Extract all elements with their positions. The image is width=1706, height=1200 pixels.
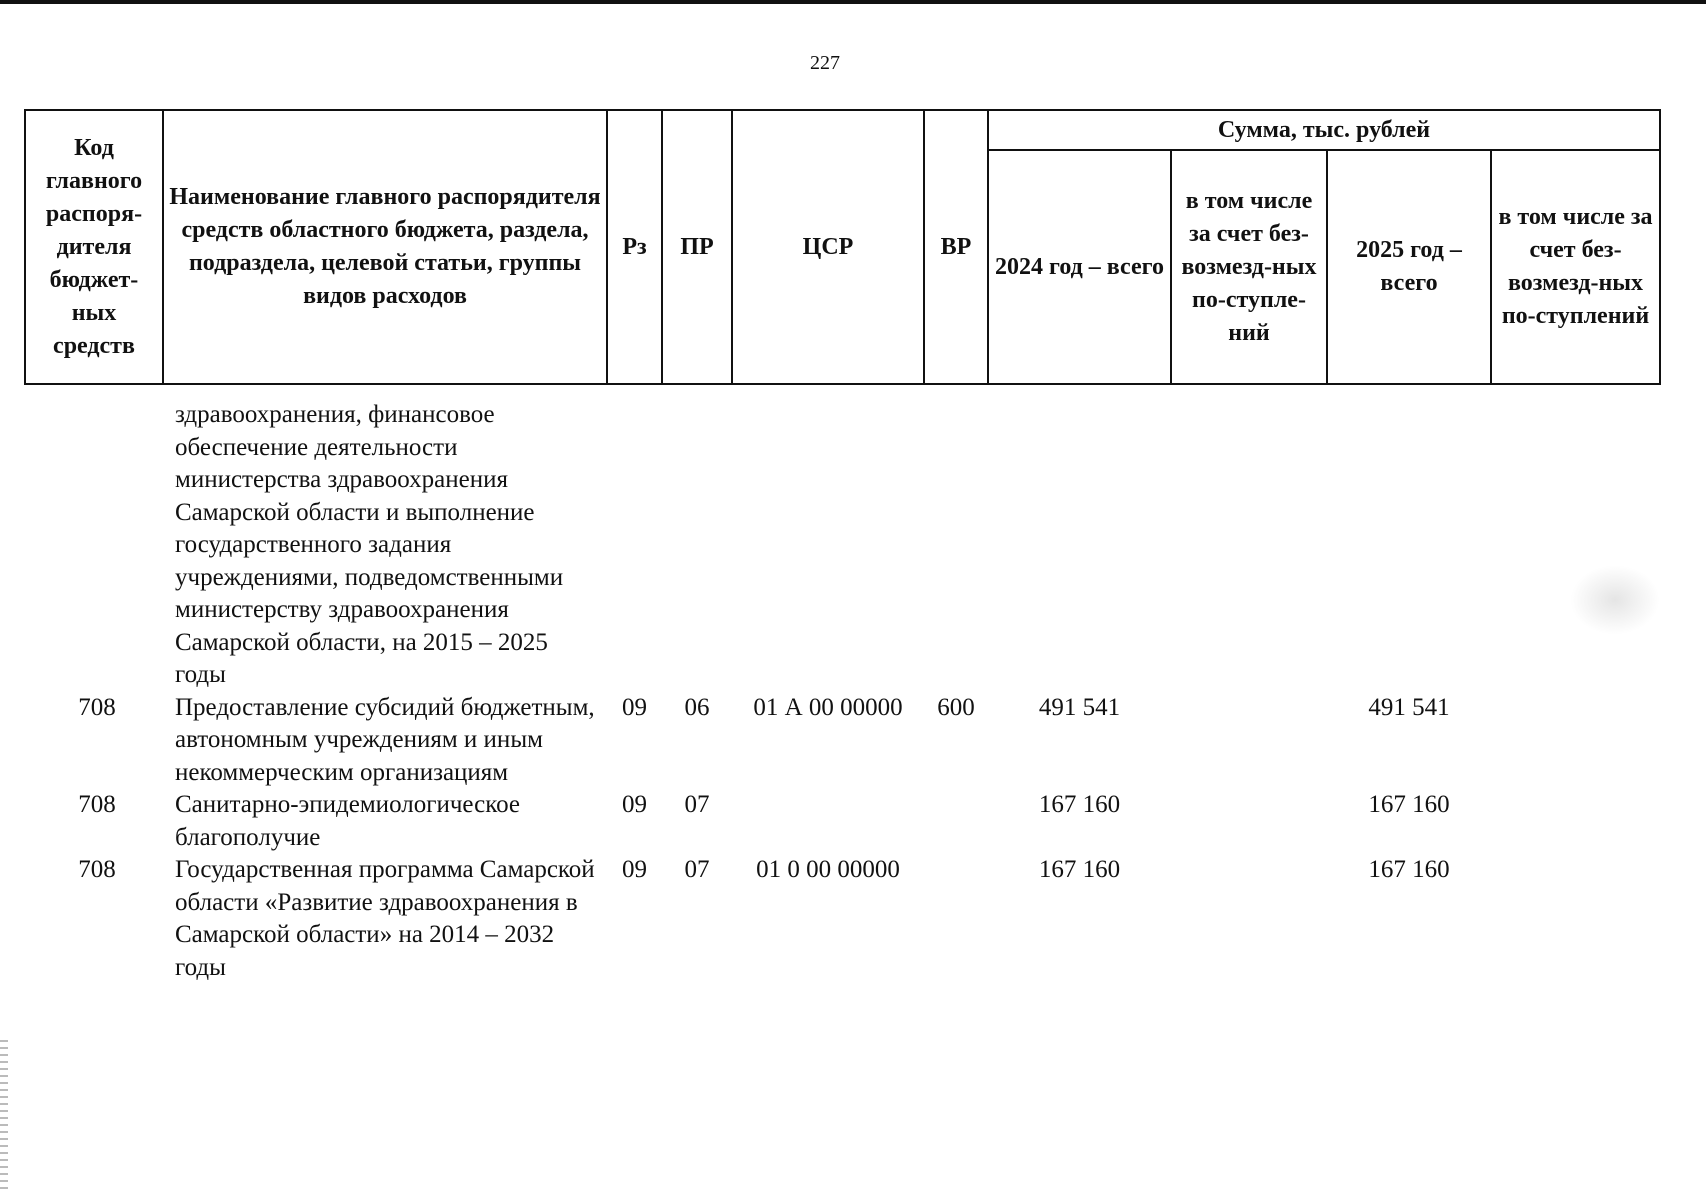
cell-2024-total: 491 541 [1038,693,1121,721]
cell-name: Санитарно-эпидемиологическое благополучие [175,791,521,851]
header-code: Код главного распоря-дителя бюджет-ных средств [25,110,163,384]
cell-csr [732,789,924,854]
cell-2024-grants [1171,854,1327,984]
budget-table [24,109,1661,984]
cell-2024-grants [1171,789,1327,854]
scan-edge-noise [0,1040,8,1190]
cell-csr: 01 0 00 00000 [756,856,900,883]
header-sum: Сумма, тыс. рублей [988,110,1660,150]
table-row [25,789,1660,854]
header-2025-grants: в том числе за счет без-возмезд-ных по-ступлений [1491,150,1660,384]
cell-2025-total: 491 541 [1368,693,1450,721]
top-border-line [0,0,1706,4]
header-vr: ВР [924,110,988,384]
cell-2024-total: 167 160 [1038,791,1121,818]
cell-rz: 09 [622,791,647,818]
table-row [25,854,1660,984]
header-2024-grants: в том числе за счет без-возмезд-ных по-ступле-ний [1171,150,1327,384]
cell-2025-total [1327,384,1491,692]
cell-2025-total: 167 160 [1368,856,1450,883]
cell-2025-grants [1491,692,1660,790]
cell-name: Государственная программа Самарской области «Развитие здравоохранения в Самарской области» на 2014 – 2032 годы [175,856,595,981]
cell-2025-grants [1491,854,1660,984]
cell-vr [924,384,988,692]
header-2024-total: 2024 год – всего [988,150,1171,384]
cell-vr [924,854,988,984]
cell-2025-grants [1491,789,1660,854]
cell-pr [662,384,732,692]
cell-2024-grants [1171,384,1327,692]
table-header [25,110,1660,384]
cell-rz [607,384,662,692]
cell-code: 708 [78,693,116,721]
cell-csr: 01 А 00 00000 [753,693,903,721]
cell-2025-total: 167 160 [1368,791,1450,818]
cell-name: Предоставление субсидий бюджетным, автономным учреждениям и иным некоммерческим организациям [175,693,595,786]
cell-vr [924,789,988,854]
cell-pr: 07 [684,856,710,883]
cell-code: 708 [78,856,116,883]
cell-pr: 07 [684,791,710,818]
cell-vr: 600 [937,693,975,721]
header-2025-total: 2025 год – всего [1327,150,1491,384]
header-pr: ПР [662,110,732,384]
header-rz: Рз [607,110,662,384]
table-row [25,384,1660,692]
header-name: Наименование главного распорядителя средств областного бюджета, раздела, подраздела, целевой статьи, группы видов расходов [163,110,607,384]
cell-code: 708 [78,791,116,818]
table-body [25,384,1660,984]
cell-2024-total: 167 160 [1038,856,1121,883]
cell-pr: 06 [684,693,710,721]
cell-2024-grants [1171,692,1327,790]
header-csr: ЦСР [732,110,924,384]
scan-smudge [1570,565,1660,635]
cell-csr [732,384,924,692]
page-number: 227 [810,52,840,74]
cell-code [25,384,163,692]
cell-name: здравоохранения, финансовое обеспечение деятельности министерства здравоохранения Самарской области и выполнение государственного задания учреждениями, подведомственными министерству здравоохранения Самарской области, на 2015 – 2025 годы [175,401,564,688]
budget-table-sheet [24,109,1659,984]
table-row [25,692,1660,790]
cell-rz: 09 [622,693,647,721]
cell-2025-grants [1491,384,1660,692]
cell-2024-total [988,384,1171,692]
cell-rz: 09 [622,856,647,883]
